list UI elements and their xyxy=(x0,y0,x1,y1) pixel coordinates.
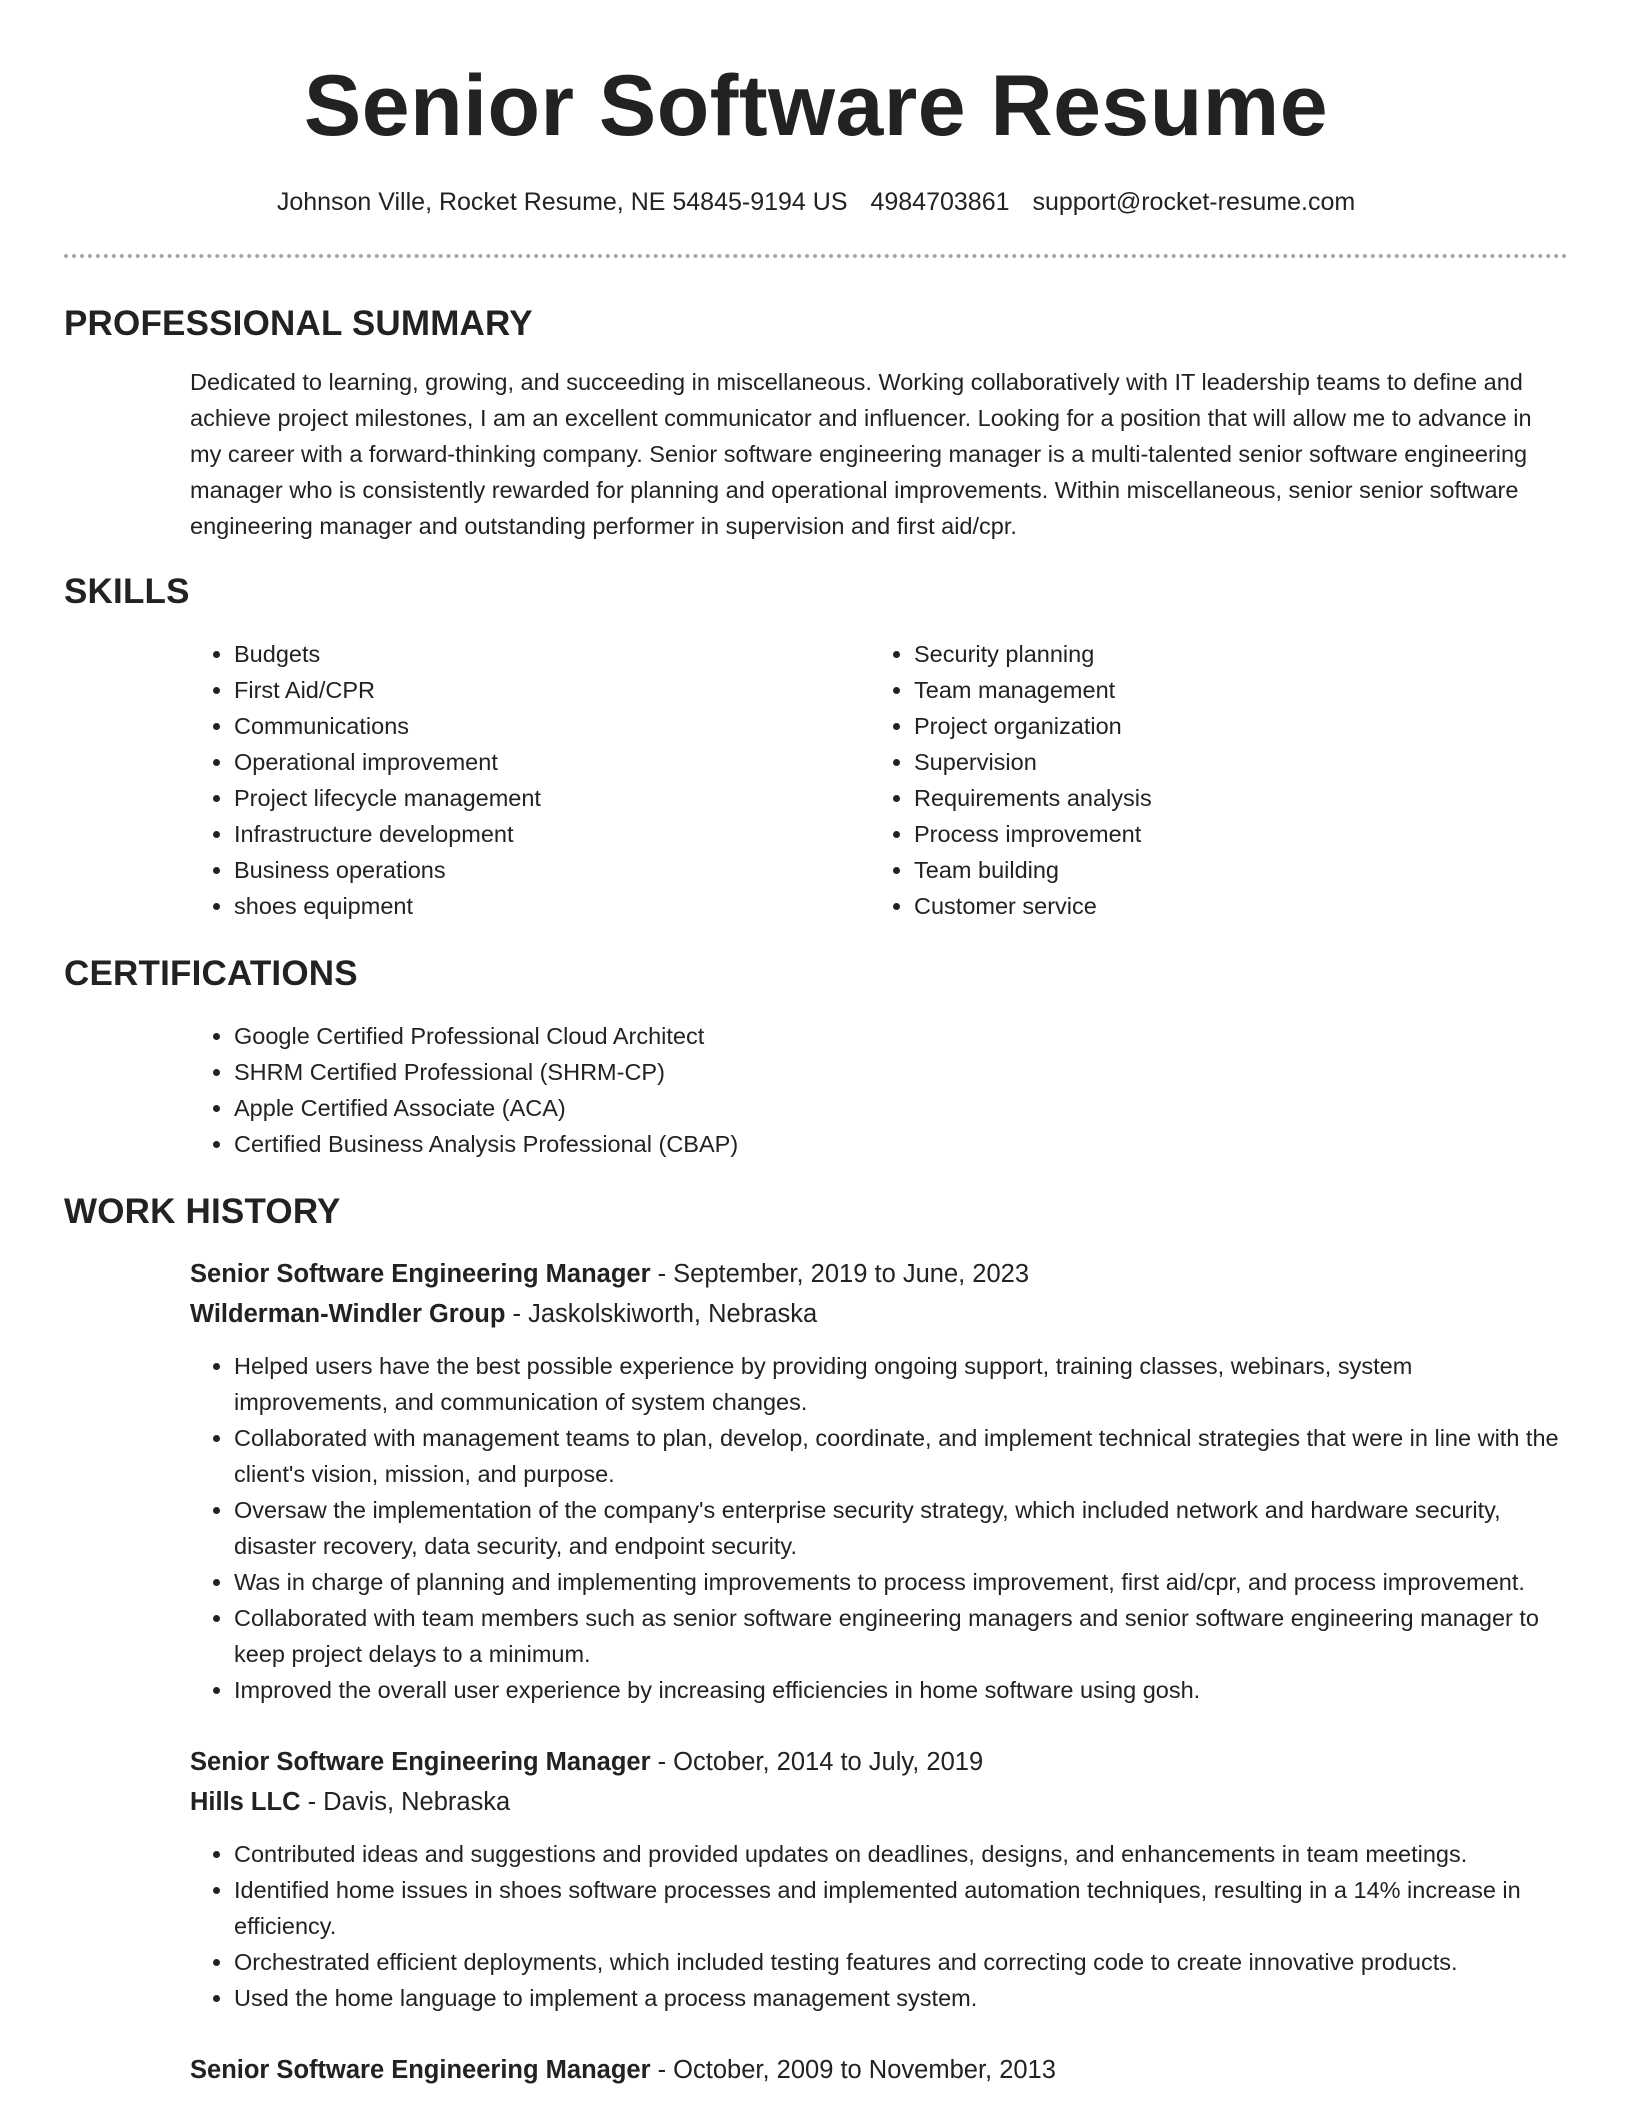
work-history-heading: WORK HISTORY xyxy=(64,1192,341,1231)
job-dates: - October, 2009 to November, 2013 xyxy=(650,2056,1056,2084)
work-history-section xyxy=(64,1190,1568,2090)
job-bullet: • Identified home issues in shoes software processes and implemented automation techniques, resulting in a 14% increase in efficiency. xyxy=(234,1872,1568,1944)
job-bullet: • Orchestrated efficient deployments, which included testing features and correcting code to create innovative products. xyxy=(234,1944,1568,1980)
skills-section xyxy=(64,570,1568,924)
skill-item: • Process improvement xyxy=(914,816,1550,852)
job-bullet: • Collaborated with management teams to plan, develop, coordinate, and implement technical strategies that were in line with the client's vision, mission, and purpose. xyxy=(234,1420,1568,1492)
summary-text: Dedicated to learning, growing, and succeeding in miscellaneous. Working collaboratively with IT leadership teams to define and achieve project milestones, I am an excellent communicator and influencer. Looking for a position that will allow me to advance in my career with a forward-thinking company. Senior software engineering manager is a multi-talented senior software engineering manager who is consistently rewarded for planning and operational improvements. Within miscellaneous, senior senior software engineering manager and outstanding performer in supervision and first aid/cpr. xyxy=(190,369,1532,539)
job-bullet: • Used the home language to implement a process management system. xyxy=(234,1980,1568,2016)
certification-item: • Apple Certified Associate (ACA) xyxy=(234,1090,1568,1126)
skill-item: • Business operations xyxy=(234,852,870,888)
skills-body xyxy=(190,636,1568,924)
job-company: Hills LLC xyxy=(190,1788,301,1816)
skill-item: • First Aid/CPR xyxy=(234,672,870,708)
header-divider xyxy=(64,254,1568,258)
job-company-line xyxy=(190,1782,1568,1822)
skill-item: • Team management xyxy=(914,672,1550,708)
skill-item: • Operational improvement xyxy=(234,744,870,780)
certifications-body xyxy=(190,1018,1568,1162)
skills-heading: SKILLS xyxy=(64,572,190,611)
job-role: Senior Software Engineering Manager xyxy=(190,1748,651,1776)
skills-column-left xyxy=(190,636,870,924)
job-bullets xyxy=(190,1348,1568,1708)
contact-email: support@rocket-resume.com xyxy=(1032,188,1356,216)
skill-item: • Project organization xyxy=(914,708,1550,744)
job-entry xyxy=(190,1742,1568,2016)
job-bullet: • Collaborated with team members such as senior software engineering managers and senior software engineering manager to keep project delays to a minimum. xyxy=(234,1600,1568,1672)
job-bullet: • Improved the overall user experience by increasing efficiencies in home software using gosh. xyxy=(234,1672,1568,1708)
skill-item: • Supervision xyxy=(914,744,1550,780)
job-entry xyxy=(190,1254,1568,1708)
skill-item: • Infrastructure development xyxy=(234,816,870,852)
job-entry xyxy=(190,2050,1568,2090)
job-role: Senior Software Engineering Manager xyxy=(190,2056,651,2084)
skill-item: • Team building xyxy=(914,852,1550,888)
resume-title: Senior Software Resume xyxy=(303,58,1329,154)
job-title-line xyxy=(190,1742,1568,1782)
skills-grid xyxy=(190,636,1568,924)
contact-address: Johnson Ville, Rocket Resume, NE 54845-9194 US xyxy=(276,188,848,216)
job-role: Senior Software Engineering Manager xyxy=(190,1260,651,1288)
job-dates: - September, 2019 to June, 2023 xyxy=(650,1260,1030,1288)
job-title-line xyxy=(190,1254,1568,1294)
contact-phone: 4984703861 xyxy=(870,188,1010,216)
job-company-line xyxy=(190,1294,1568,1334)
job-bullet: • Was in charge of planning and implementing improvements to process improvement, first aid/cpr, and process improvement. xyxy=(234,1564,1568,1600)
skill-item: • Project lifecycle management xyxy=(234,780,870,816)
skill-item: • Customer service xyxy=(914,888,1550,924)
summary-section xyxy=(64,302,1568,544)
summary-body xyxy=(190,364,1568,544)
skill-item: • Security planning xyxy=(914,636,1550,672)
certification-item: • Google Certified Professional Cloud Architect xyxy=(234,1018,1568,1054)
summary-heading: PROFESSIONAL SUMMARY xyxy=(64,304,533,343)
job-dates: - October, 2014 to July, 2019 xyxy=(650,1748,984,1776)
contact-line xyxy=(0,186,1632,218)
skill-item: • Communications xyxy=(234,708,870,744)
job-location: - Jaskolskiworth, Nebraska xyxy=(505,1300,818,1328)
skill-item: • Requirements analysis xyxy=(914,780,1550,816)
resume-header xyxy=(0,0,1632,218)
job-bullet: • Contributed ideas and suggestions and provided updates on deadlines, designs, and enhancements in team meetings. xyxy=(234,1836,1568,1872)
skill-item: • Budgets xyxy=(234,636,870,672)
job-title-line xyxy=(190,2050,1568,2090)
certification-item: • SHRM Certified Professional (SHRM-CP) xyxy=(234,1054,1568,1090)
skills-column-right xyxy=(870,636,1550,924)
certifications-section xyxy=(64,952,1568,1162)
job-bullets xyxy=(190,1836,1568,2016)
skill-item: • shoes equipment xyxy=(234,888,870,924)
certification-item: • Certified Business Analysis Professional (CBAP) xyxy=(234,1126,1568,1162)
job-company: Wilderman-Windler Group xyxy=(190,1300,506,1328)
job-bullet: • Oversaw the implementation of the company's enterprise security strategy, which included network and hardware security, disaster recovery, data security, and endpoint security. xyxy=(234,1492,1568,1564)
job-location: - Davis, Nebraska xyxy=(300,1788,511,1816)
job-bullet: • Helped users have the best possible experience by providing ongoing support, training classes, webinars, system improvements, and communication of system changes. xyxy=(234,1348,1568,1420)
certifications-heading: CERTIFICATIONS xyxy=(64,954,358,993)
